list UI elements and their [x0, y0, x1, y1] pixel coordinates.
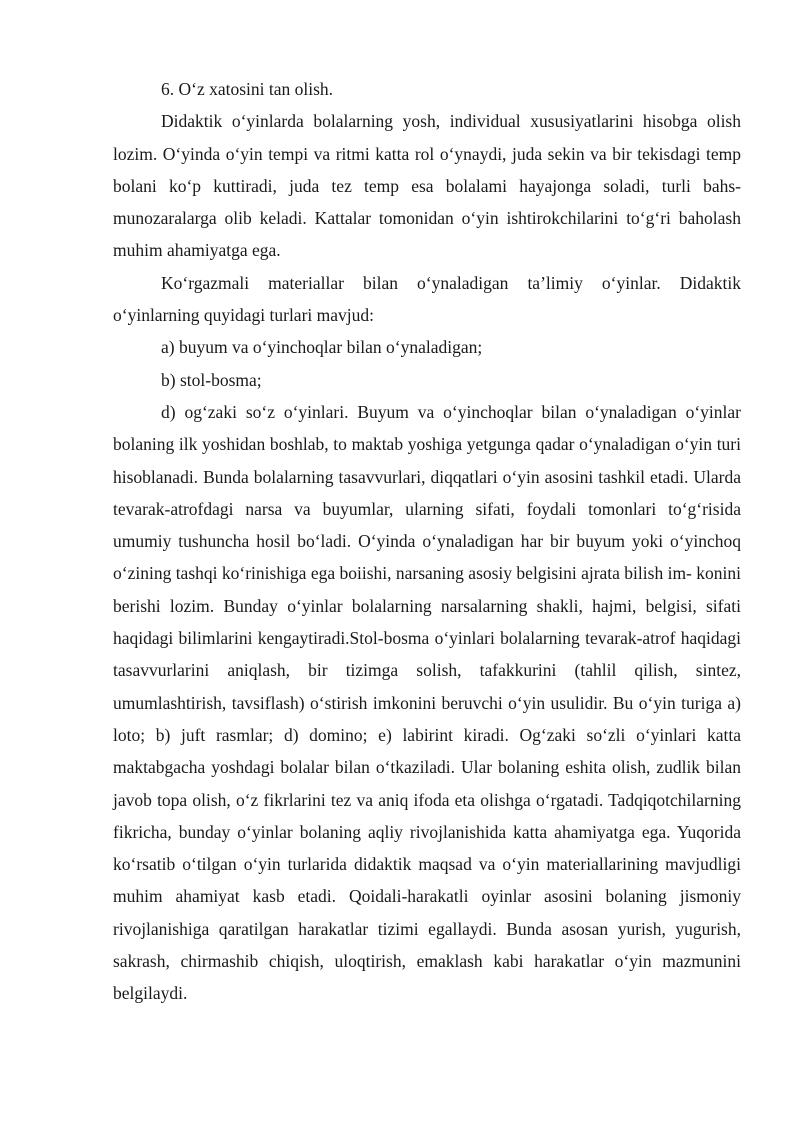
list-item-b: b) stol-bosma; — [161, 369, 262, 390]
list-item-a: a) buyum va o‘yinchoqlar bilan o‘ynaladigan; — [161, 337, 483, 358]
paragraph-game-tempo: Didaktik o‘yinlarda bolalarning yosh, individual xususiyatlarini hisobga olish lozim. O‘yinda o‘yin tempi va ritmi katta rol o‘ynaydi, juda sekin va bir tekisdagi temp bolani ko‘p kuttiradi, juda tez temp esa bolalami hayajonga soladi, turli bahs-munozaralarga olib keladi. Kattalar tomonidan o‘yin ishtirokchilarini to‘g‘ri baholash muhim ahamiyatga ega. — [113, 111, 741, 261]
document-page — [113, 73, 741, 1010]
paragraph-verbal-games: d) og‘zaki so‘z o‘yinlari. Buyum va o‘yinchoqlar bilan o‘ynaladigan o‘yinlar bolaning ilk yoshidan boshlab, to maktab yoshiga yetgunga qadar o‘ynaladigan o‘yin turi hisoblanadi. Bunda bolalarning tasavvurlari, diqqatlari o‘yin asosini tashkil etadi. Ularda tevarak-atrofdagi narsa va buyumlar, ularning sifati, foydali tomonlari to‘g‘risida umumiy tushuncha hosil bo‘ladi. O‘yinda o‘ynaladigan har bir buyum yoki o‘yinchoq o‘zining tashqi ko‘rinishiga ega boiishi, narsaning asosiy belgisini ajrata bilish im- konini berishi lozim. Bunday o‘yinlar bolalarning narsalarning shakli, hajmi, belgisi, sifati haqidagi bilimlarini kengaytiradi.Stol-bosma o‘yinlari bolalarning tevarak-atrof haqidagi tasavvurlarini aniqlash, bir tizimga solish, tafakkurini (tahlil qilish, sintez, umumlashtirish, tavsiflash) o‘stirish imkonini beruvchi o‘yin usulidir. Bu o‘yin turiga a) loto; b) juft rasmlar; d) domino; e) labirint kiradi. Og‘zaki so‘zli o‘yinlari katta maktabgacha yoshdagi bolalar bilan o‘tkaziladi. Ular bolaning eshita olish, zudlik bilan javob topa olish, o‘z fikrlarini tez va aniq ifoda eta olishga o‘rgatadi. Tadqiqotchilarning fikricha, bunday o‘yinlar bolaning aqliy rivojlanishida katta ahamiyatga ega. Yuqorida ko‘rsatib o‘tilgan o‘yin turlarida didaktik maqsad va o‘yin materiallarining mavjudligi muhim ahamiyat kasb etadi. Qoidali-harakatli oyinlar asosini bolaning jismoniy rivojlanishiga qaratilgan harakatlar tizimi egallaydi. Bunda asosan yurish, yugurish, sakrash, chirmashib chiqish, uloqtirish, emaklash kabi harakatlar o‘yin mazmunini belgilaydi. — [113, 401, 741, 1004]
list-item-6: 6. O‘z xatosini tan olish. — [161, 79, 334, 99]
paragraph-visual-materials: Ko‘rgazmali materiallar bilan o‘ynaladigan ta’limiy o‘yinlar. Didaktik o‘yinlarning quyidagi turlari mavjud: — [113, 272, 741, 326]
